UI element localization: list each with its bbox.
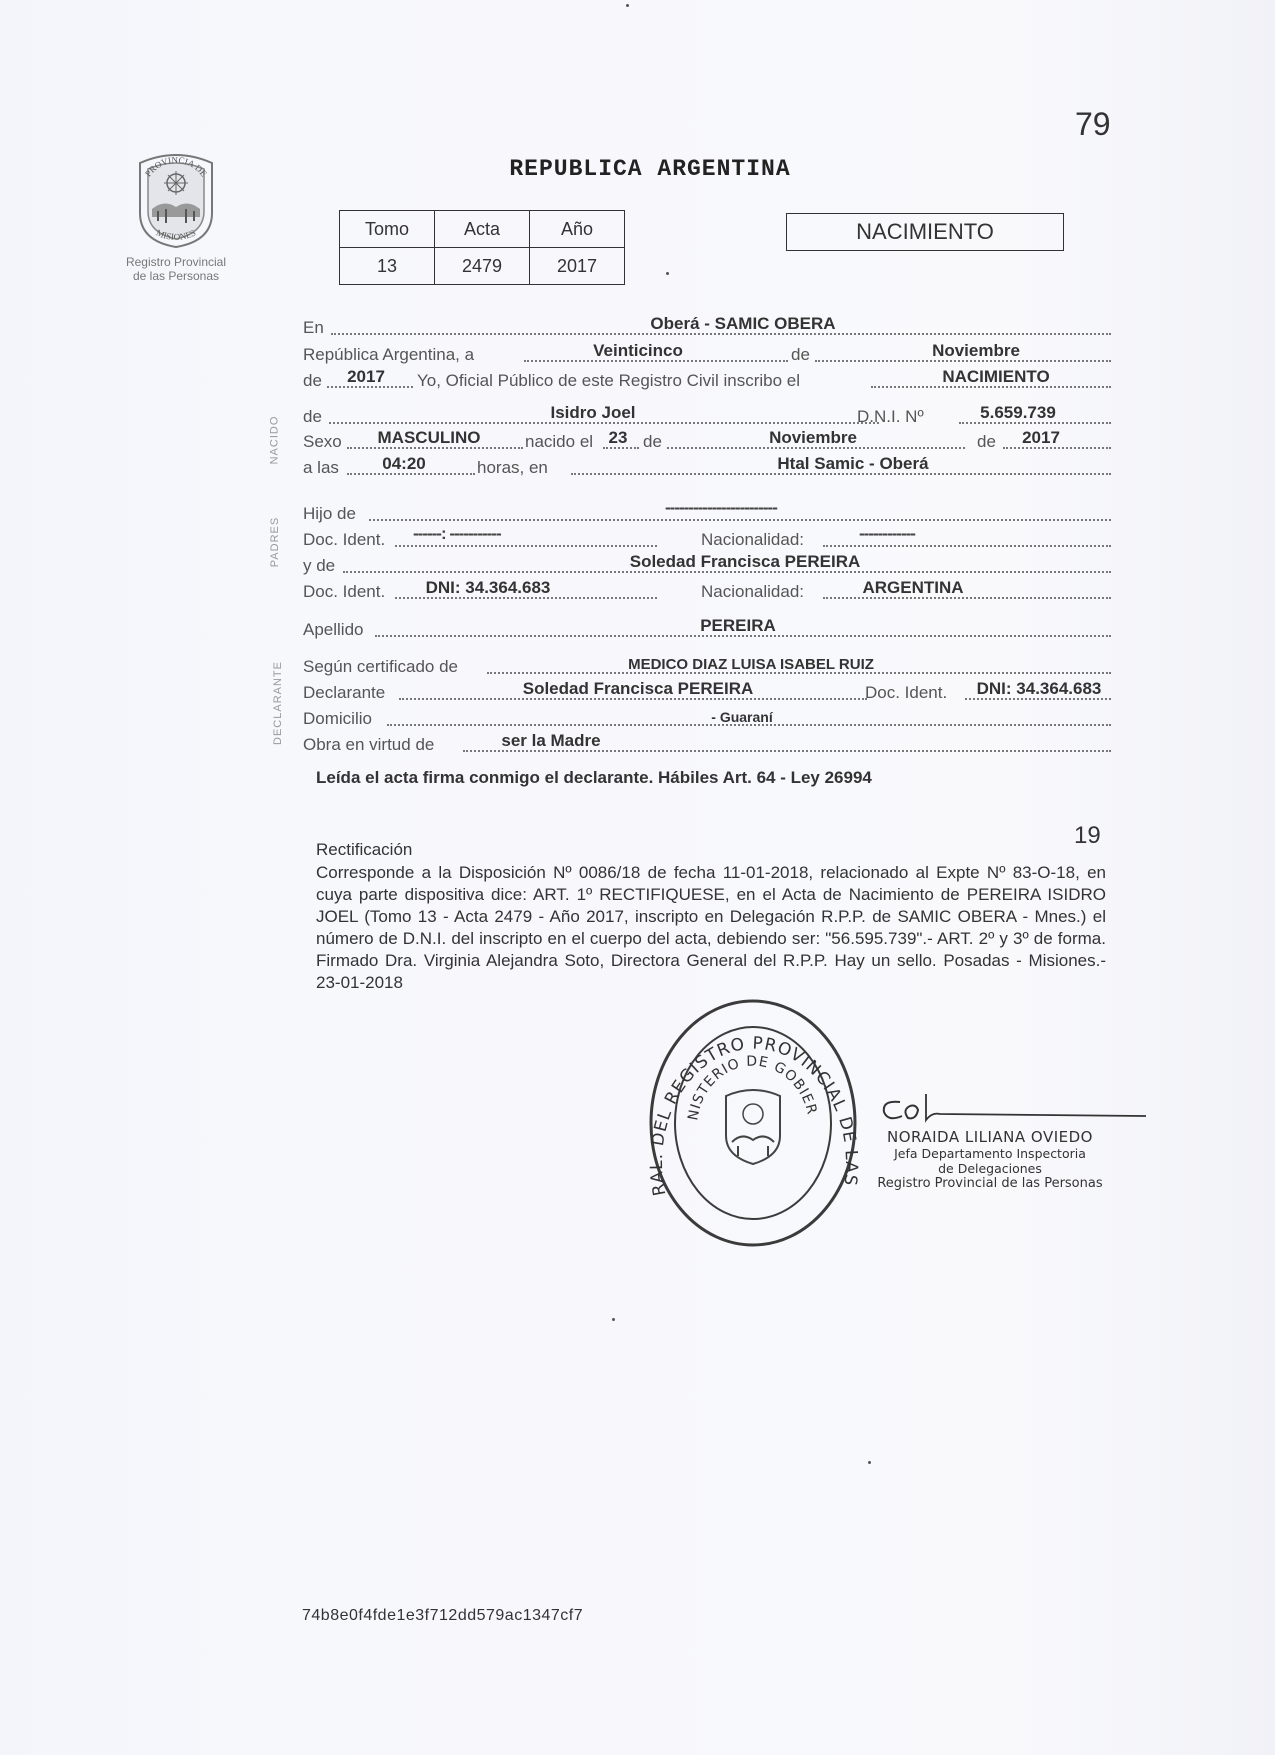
field-sex: MASCULINO (377, 428, 481, 447)
field-declarant: Soledad Francisca PEREIRA (522, 679, 754, 698)
label-domicilio: Domicilio (303, 709, 372, 728)
side-label-nacido: NACIDO (268, 415, 281, 465)
label-nacionalidad: Nacionalidad: (701, 530, 805, 549)
scan-speck (666, 272, 669, 275)
row-place (303, 316, 1111, 338)
field-year: 2017 (347, 367, 385, 386)
field-address: - Guaraní (711, 709, 773, 725)
signatory-role-1: Jefa Departamento Inspectoria (894, 1146, 1086, 1161)
logo-caption-line-1: Registro Provincial (125, 255, 227, 269)
page-number: 79 (1075, 106, 1111, 142)
field-name: Isidro Joel (550, 403, 636, 422)
side-label-declarante: DECLARANTE (271, 661, 284, 745)
field-mother-nationality: ARGENTINA (862, 578, 964, 597)
label-declarante: Declarante (303, 683, 386, 702)
label-doc-ident: Doc. Ident. (303, 582, 386, 601)
field-birth-day: 23 (608, 428, 628, 447)
stamp-outer-text: RAL. DEL REGISTRO PROVINCIAL DE LAS (646, 1033, 860, 1198)
row-declarant (303, 681, 1111, 703)
record-table-header-row (340, 211, 625, 248)
official-stamp (646, 996, 860, 1255)
field-time: 04:20 (382, 454, 426, 473)
row-birth (303, 430, 1111, 452)
field-birth-place: Htal Samic - Oberá (777, 454, 929, 473)
signatory-name: NORAIDA LILIANA OVIEDO (887, 1128, 1093, 1146)
label-y-de: y de (303, 556, 336, 575)
label-nacido: nacido el (525, 432, 594, 451)
field-day-words: Veinticinco (593, 341, 683, 360)
stamp-inner-text: NISTERIO DE GOBIER (685, 1053, 820, 1122)
label-doc-ident: Doc. Ident. (865, 683, 948, 702)
field-father-nationality: ------------ (859, 524, 915, 543)
field-certifier: MEDICO DIAZ LUISA ISABEL RUIZ (628, 656, 874, 673)
field-birth-month: Noviembre (769, 428, 857, 447)
document-title: REPUBLICA ARGENTINA (509, 156, 791, 182)
label-hijo: Hijo de (303, 504, 356, 523)
seal-bottom-text: MISIONES (154, 227, 198, 242)
signatory-role-2: de Delegaciones (938, 1161, 1042, 1176)
scan-speck (868, 1461, 871, 1464)
row-father-doc (303, 524, 1111, 550)
logo-caption (118, 255, 234, 283)
record-value-ano: 2017 (530, 248, 625, 285)
label-doc-ident: Doc. Ident. (303, 530, 386, 549)
dotted-line (395, 545, 657, 547)
label-certificado: Según certificado de (303, 657, 458, 676)
handwritten-signature-icon (876, 1090, 1148, 1126)
label-de: de (303, 407, 322, 426)
signature-block (870, 1128, 1110, 1191)
label-horas: horas, en (477, 458, 548, 477)
dotted-line (369, 519, 1111, 521)
label-nacionalidad: Nacionalidad: (701, 582, 805, 601)
label-de: de (977, 432, 996, 451)
label-obra: Obra en virtud de (303, 735, 435, 754)
field-mother-doc: DNI: 34.364.683 (425, 578, 551, 597)
field-father-doc: ------: ----------- (413, 524, 501, 543)
province-seal-icon (126, 143, 226, 251)
document-hash: 74b8e0f4fde1e3f712dd579ac1347cf7 (302, 1607, 584, 1624)
label-de: de (791, 345, 810, 364)
field-birth-year: 2017 (1022, 428, 1060, 447)
rectification-title: Rectificación (316, 840, 413, 859)
label-de: de (643, 432, 662, 451)
scan-speck (626, 4, 629, 7)
row-mother-doc (303, 580, 1111, 602)
dotted-line (823, 545, 1111, 547)
record-header-ano: Año (530, 211, 625, 248)
row-reason (303, 733, 1111, 755)
row-mother (303, 554, 1111, 576)
record-value-tomo: 13 (340, 248, 435, 285)
record-table-value-row (340, 248, 625, 285)
signature-scribble (876, 1090, 1148, 1131)
row-registration (303, 369, 1111, 391)
rectification-body: Corresponde a la Disposición Nº 0086/18 de fecha 11-01-2018, relacionado al Expte Nº 83-O-18, en cuya parte dispositiva dice: ART. 1º RECTIFIQUESE, en el Acta de Nacimiento de PEREIRA ISIDRO JOEL (Tomo 13 - Acta 2479 - Año 2017, inscripto en Delegación R.P.P. de SAMIC OBERA - Mnes.) el número de D.N.I. del inscripto en el cuerpo del acta, debiendo ser: "56.595.739".- ART. 2º y 3º de forma. Firmado Dra. Virginia Alejandra Soto, Directora General del R.P.P. Hay un sello. Posadas - Misiones.- 23-01-2018 (316, 863, 1106, 992)
field-act: NACIMIENTO (942, 367, 1050, 386)
label-en: En (303, 318, 324, 337)
row-date (303, 343, 1111, 365)
registry-logo (118, 143, 234, 283)
row-time-place (303, 456, 1111, 478)
label-inscribo: Yo, Oficial Público de este Registro Civil inscribo el (417, 371, 800, 390)
rectification-number: 19 (1074, 822, 1101, 849)
seal-top-text: PROVINCIA DE (142, 154, 209, 179)
row-address (303, 707, 1111, 729)
label-dni: D.N.I. Nº (857, 407, 924, 426)
record-header-tomo: Tomo (340, 211, 435, 248)
field-mother-name: Soledad Francisca PEREIRA (629, 552, 861, 571)
signatory-organization: Registro Provincial de las Personas (877, 1176, 1103, 1191)
field-month: Noviembre (932, 341, 1020, 360)
record-table (339, 210, 625, 285)
act-type-box: NACIMIENTO (786, 213, 1064, 251)
label-a-las: a las (303, 458, 339, 477)
label-sexo: Sexo (303, 432, 342, 451)
row-certificate (303, 655, 1111, 677)
scan-speck (612, 1318, 615, 1321)
logo-caption-line-2: de las Personas (132, 269, 220, 283)
label-de: de (303, 371, 322, 390)
row-surname (303, 618, 1111, 640)
row-name (303, 405, 1111, 427)
record-header-acta: Acta (435, 211, 530, 248)
field-father-name: ------------------------ (665, 498, 777, 517)
row-father (303, 498, 1111, 524)
label-republica: República Argentina, a (303, 345, 475, 364)
label-apellido: Apellido (303, 620, 364, 639)
stamp-seal-icon (646, 996, 860, 1250)
field-place: Oberá - SAMIC OBERA (650, 314, 836, 333)
field-declarant-doc: DNI: 34.364.683 (976, 679, 1102, 698)
field-reason: ser la Madre (501, 731, 601, 750)
field-dni: 5.659.739 (980, 403, 1056, 422)
record-value-acta: 2479 (435, 248, 530, 285)
side-label-padres: PADRES (269, 516, 282, 568)
legal-text: Leída el acta firma conmigo el declarante. Hábiles Art. 64 - Ley 26994 (316, 768, 872, 787)
field-surname: PEREIRA (700, 616, 776, 635)
